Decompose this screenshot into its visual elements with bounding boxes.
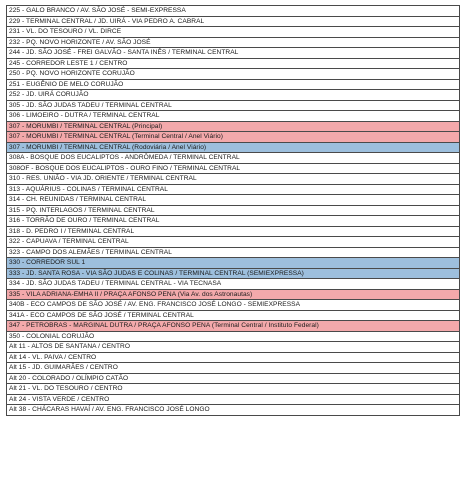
table-row: 347 - PETROBRAS - MARGINAL DUTRA / PRAÇA AFONSO PENA (Terminal Central / Instituto Federal) xyxy=(7,321,459,332)
table-row: Alt 38 - CHÁCARAS HAVAÍ / AV. ENG. FRANCISCO JOSÉ LONGO xyxy=(7,405,459,416)
table-row: Alt 14 - VL. PAIVA / CENTRO xyxy=(7,353,459,364)
table-row: 232 - PQ. NOVO HORIZONTE / AV. SÃO JOSÉ xyxy=(7,38,459,49)
bus-line-table xyxy=(6,5,460,416)
table-row: Alt 11 - ALTOS DE SANTANA / CENTRO xyxy=(7,342,459,353)
table-row: 322 - CAPUAVA / TERMINAL CENTRAL xyxy=(7,237,459,248)
table-row: 308OF - BOSQUE DOS EUCALIPTOS - OURO FINO / TERMINAL CENTRAL xyxy=(7,164,459,175)
table-row: 252 - JD. UIRÁ CORUJÃO xyxy=(7,90,459,101)
table-row: 245 - CORREDOR LESTE 1 / CENTRO xyxy=(7,59,459,70)
table-row: 340B - ECO CAMPOS DE SÃO JOSÉ / AV. ENG. FRANCISCO JOSÉ LONGO - SEMIEXPRESSA xyxy=(7,300,459,311)
table-row: 315 - PQ. INTERLAGOS / TERMINAL CENTRAL xyxy=(7,206,459,217)
table-row: 250 - PQ. NOVO HORIZONTE CORUJÃO xyxy=(7,69,459,80)
table-row: 333 - JD. SANTA ROSA - VIA SÃO JUDAS E COLINAS / TERMINAL CENTRAL (SEMIEXPRESSA) xyxy=(7,269,459,280)
table-row: 308A - BOSQUE DOS EUCALIPTOS - ANDRÔMEDA / TERMINAL CENTRAL xyxy=(7,153,459,164)
table-row: 316 - TORRÃO DE OURO / TERMINAL CENTRAL xyxy=(7,216,459,227)
table-row: 318 - D. PEDRO I / TERMINAL CENTRAL xyxy=(7,227,459,238)
table-row: Alt 15 - JD. GUIMARÃES / CENTRO xyxy=(7,363,459,374)
table-row: 310 - RES. UNIÃO - VIA JD. ORIENTE / TERMINAL CENTRAL xyxy=(7,174,459,185)
table-row: Alt 20 - COLORADO / OLÍMPIO CATÃO xyxy=(7,374,459,385)
table-row: 323 - CAMPO DOS ALEMÃES / TERMINAL CENTRAL xyxy=(7,248,459,259)
table-row: 229 - TERMINAL CENTRAL / JD. UIRÁ - VIA PEDRO A. CABRAL xyxy=(7,17,459,28)
table-row: 307 - MORUMBI / TERMINAL CENTRAL (Terminal Central / Anel Viário) xyxy=(7,132,459,143)
table-row: 330 - CORREDOR SUL 1 xyxy=(7,258,459,269)
table-row: 307 - MORUMBI / TERMINAL CENTRAL (Principal) xyxy=(7,122,459,133)
table-row: 341A - ECO CAMPOS DE SÃO JOSÉ / TERMINAL CENTRAL xyxy=(7,311,459,322)
table-row: 225 - GALO BRANCO / AV. SÃO JOSÉ - SEMI-EXPRESSA xyxy=(7,6,459,17)
table-row: 251 - EUGÊNIO DE MELO CORUJÃO xyxy=(7,80,459,91)
table-row: 307 - MORUMBI / TERMINAL CENTRAL (Rodoviária / Anel Viário) xyxy=(7,143,459,154)
table-row: 350 - COLONIAL CORUJÃO xyxy=(7,332,459,343)
table-row: 231 - VL. DO TESOURO / VL. DIRCE xyxy=(7,27,459,38)
table-row: 306 - LIMOEIRO - DUTRA / TERMINAL CENTRAL xyxy=(7,111,459,122)
table-row: 335 - VILA ADRIANA-EMHA II / PRAÇA AFONSO PENA (Via Av. dos Astronautas) xyxy=(7,290,459,301)
table-row: 334 - JD. SÃO JUDAS TADEU / TERMINAL CENTRAL - VIA TECNASA xyxy=(7,279,459,290)
table-row: 305 - JD. SÃO JUDAS TADEU / TERMINAL CENTRAL xyxy=(7,101,459,112)
table-row: 313 - AQUÁRIUS - COLINAS / TERMINAL CENTRAL xyxy=(7,185,459,196)
table-row: 244 - JD. SÃO JOSÉ - FREI GALVÃO - SANTA INÊS / TERMINAL CENTRAL xyxy=(7,48,459,59)
table-row: Alt 24 - VISTA VERDE / CENTRO xyxy=(7,395,459,406)
table-row: Alt 21 - VL. DO TESOURO / CENTRO xyxy=(7,384,459,395)
table-row: 314 - CH. REUNIDAS / TERMINAL CENTRAL xyxy=(7,195,459,206)
